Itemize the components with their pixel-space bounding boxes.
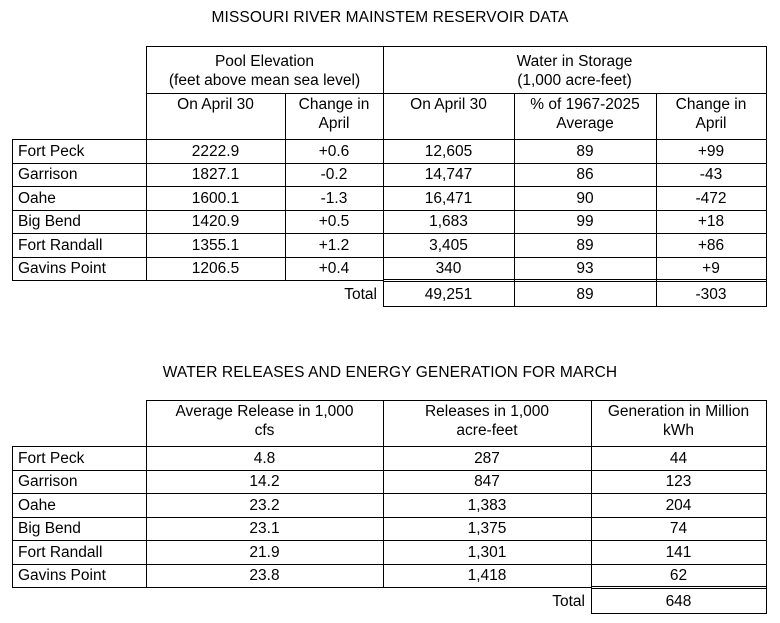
table-cell: 4.8 — [253, 449, 276, 467]
total-value: 89 — [576, 285, 594, 303]
grid-line — [12, 564, 767, 565]
total-value: 49,251 — [424, 285, 473, 303]
grid-line — [12, 517, 767, 518]
reservoir-name: Oahe — [18, 189, 56, 207]
reservoir-name: Garrison — [18, 473, 78, 490]
grid-line — [591, 400, 592, 614]
table-cell: -1.3 — [320, 189, 348, 207]
table-cell: 1827.1 — [191, 166, 240, 183]
table-cell: 1355.1 — [191, 236, 240, 254]
table-cell: 1420.9 — [191, 213, 240, 230]
column-header: On April 30 — [177, 96, 254, 113]
table-cell: -472 — [695, 189, 727, 207]
releases-energy-title: WATER RELEASES AND ENERGY GENERATION FOR MARCH — [162, 364, 618, 381]
table-cell: +0.5 — [318, 213, 350, 230]
grid-line — [591, 613, 767, 614]
pool-elevation-header: Pool Elevation (feet above mean sea level) — [168, 53, 361, 89]
reservoir-name: Oahe — [18, 496, 56, 514]
column-header: Change in April — [298, 96, 370, 132]
table-cell: 1,301 — [467, 543, 507, 561]
table-cell: 204 — [665, 496, 692, 514]
reservoir-name: Fort Randall — [18, 543, 103, 561]
grid-line — [146, 400, 147, 588]
column-header: % of 1967-2025 Average — [530, 96, 640, 132]
grid-line — [383, 400, 384, 588]
total-label: Total — [552, 592, 585, 610]
table-cell: 1206.5 — [191, 260, 240, 277]
reservoir-name: Big Bend — [18, 520, 81, 537]
reservoir-data-title: MISSOURI RIVER MAINSTEM RESERVOIR DATA — [211, 9, 569, 26]
table-cell: 1,418 — [467, 567, 507, 584]
total-label: Total — [344, 285, 377, 303]
table-cell: 23.8 — [249, 567, 280, 584]
double-rule — [591, 586, 767, 589]
table-cell: 3,405 — [429, 236, 468, 254]
table-cell: -0.2 — [320, 166, 348, 183]
table-cell: 14,747 — [424, 166, 473, 183]
table-cell: 86 — [576, 166, 594, 183]
column-header: Generation in Million kWh — [607, 403, 750, 439]
table-cell: 21.9 — [249, 543, 280, 561]
table-cell: 123 — [665, 473, 692, 490]
table-cell: 12,605 — [424, 142, 473, 160]
grid-line — [12, 587, 592, 588]
table-cell: 2222.9 — [191, 142, 240, 160]
column-header: On April 30 — [410, 96, 487, 113]
table-cell: +18 — [697, 213, 725, 230]
table-cell: +9 — [702, 260, 720, 277]
reservoir-name: Big Bend — [18, 213, 81, 230]
column-header: Average Release in 1,000 cfs — [175, 403, 354, 439]
reservoir-name: Fort Peck — [18, 142, 85, 160]
table-cell: +99 — [697, 142, 725, 160]
grid-line — [12, 446, 13, 588]
table-cell: 23.2 — [249, 496, 280, 514]
reservoir-name: Fort Randall — [18, 236, 103, 254]
column-header: Releases in 1,000 acre-feet — [424, 403, 550, 439]
table-cell: 62 — [669, 567, 688, 584]
table-cell: 14.2 — [249, 473, 280, 490]
reservoir-name: Gavins Point — [18, 567, 106, 584]
table-cell: 1600.1 — [191, 189, 240, 207]
table-cell: 89 — [576, 236, 594, 254]
grid-line — [12, 446, 767, 447]
table-cell: 287 — [474, 449, 500, 467]
table-cell: 1,683 — [429, 213, 468, 230]
table-cell: +0.6 — [318, 142, 350, 160]
reservoir-name: Fort Peck — [18, 449, 85, 467]
column-header: Change in April — [675, 96, 747, 132]
table-cell: +1.2 — [318, 236, 350, 254]
table-cell: +0.4 — [318, 260, 350, 277]
grid-line — [146, 400, 767, 401]
grid-line — [766, 400, 767, 614]
grid-line — [12, 470, 767, 471]
table-cell: 141 — [665, 543, 692, 561]
reservoir-name: Gavins Point — [18, 260, 106, 277]
table-cell: 1,375 — [467, 520, 507, 537]
table-cell: 16,471 — [424, 189, 473, 207]
table-cell: 89 — [576, 142, 594, 160]
table-cell: 340 — [435, 260, 462, 277]
grid-line — [12, 540, 767, 541]
grid-line — [12, 493, 767, 494]
total-value: 648 — [665, 592, 692, 610]
table-cell: 44 — [669, 449, 688, 467]
table-cell: 90 — [576, 189, 594, 207]
table-cell: 1,383 — [467, 496, 507, 514]
table-cell: -43 — [699, 166, 723, 183]
total-value: -303 — [695, 285, 727, 303]
reservoir-name: Garrison — [18, 166, 78, 183]
table-cell: 99 — [576, 213, 594, 230]
table-cell: 93 — [576, 260, 594, 277]
water-storage-header: Water in Storage (1,000 acre-feet) — [516, 53, 633, 89]
table-cell: 23.1 — [249, 520, 280, 537]
table-cell: +86 — [697, 236, 725, 254]
table-cell: 74 — [669, 520, 688, 537]
table-cell: 847 — [474, 473, 500, 490]
